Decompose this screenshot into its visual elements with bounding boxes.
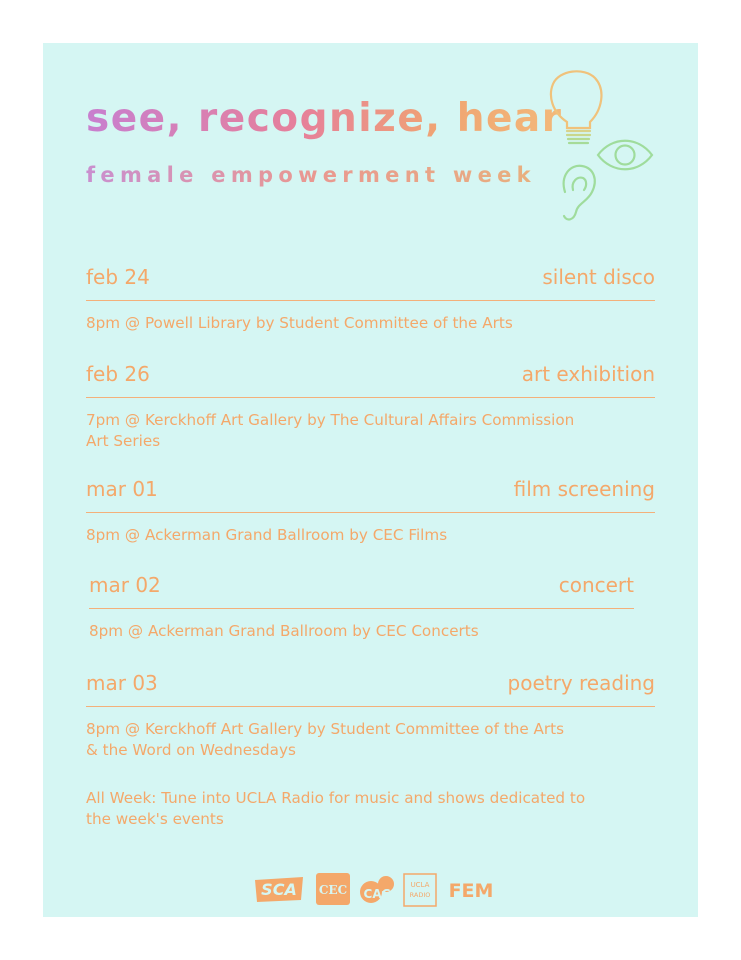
divider <box>86 706 655 707</box>
all-week-line: All Week: Tune into UCLA Radio for music and shows dedicated to <box>86 789 586 807</box>
event-detail-line: 8pm @ Kerckhoff Art Gallery by Student Committee of the Arts <box>86 720 565 738</box>
event-item <box>86 362 655 450</box>
cac-logo-text: CAC <box>363 887 391 901</box>
poster-subtitle: female empowerment week <box>86 163 536 187</box>
fem-logo-text: FEM <box>449 880 493 902</box>
event-detail-line: 7pm @ Kerckhoff Art Gallery by The Cultural Affairs Commission <box>86 411 575 429</box>
event-detail-line: 8pm @ Ackerman Grand Ballroom by CEC Concerts <box>89 622 479 640</box>
event-date: mar 02 <box>89 573 161 597</box>
sponsor-logos <box>253 870 503 910</box>
all-week-line: the week's events <box>86 810 224 828</box>
ucla-radio-logo <box>403 873 437 907</box>
event-details <box>86 719 646 761</box>
all-week-note <box>86 788 661 830</box>
header-icons <box>540 64 660 224</box>
poster-title: see, recognize, hear <box>86 96 563 141</box>
event-date: mar 03 <box>86 671 158 695</box>
ucla-logo-text: UCLA <box>410 881 430 889</box>
event-name: poetry reading <box>507 671 655 695</box>
event-date: feb 26 <box>86 362 150 386</box>
event-detail-line: & the Word on Wednesdays <box>86 741 296 759</box>
ear-icon <box>564 166 595 220</box>
event-name: silent disco <box>542 265 655 289</box>
divider <box>89 608 634 609</box>
eye-icon <box>598 141 652 170</box>
event-details <box>86 525 646 546</box>
fem-logo <box>449 876 493 904</box>
event-item <box>86 477 655 544</box>
sca-logo <box>253 874 305 904</box>
event-date: feb 24 <box>86 265 150 289</box>
event-name: film screening <box>513 477 655 501</box>
radio-logo-text: RADIO <box>409 891 431 899</box>
lightbulb-icon <box>551 71 601 143</box>
cac-logo <box>359 872 395 906</box>
event-name: art exhibition <box>521 362 655 386</box>
event-details <box>86 410 646 452</box>
divider <box>86 300 655 301</box>
event-details <box>89 621 649 642</box>
divider <box>86 512 655 513</box>
cec-logo-text: CEC <box>318 883 348 897</box>
sca-logo-text: SCA <box>261 880 297 899</box>
divider <box>86 397 655 398</box>
event-name: concert <box>558 573 634 597</box>
event-detail-line: 8pm @ Powell Library by Student Committee of the Arts <box>86 314 513 332</box>
event-details <box>86 313 646 334</box>
event-detail-line: 8pm @ Ackerman Grand Ballroom by CEC Films <box>86 526 448 544</box>
event-item <box>86 671 655 759</box>
event-item <box>86 265 655 332</box>
event-detail-line: Art Series <box>86 432 161 450</box>
event-item <box>89 573 634 640</box>
cec-logo <box>315 872 351 906</box>
event-date: mar 01 <box>86 477 158 501</box>
